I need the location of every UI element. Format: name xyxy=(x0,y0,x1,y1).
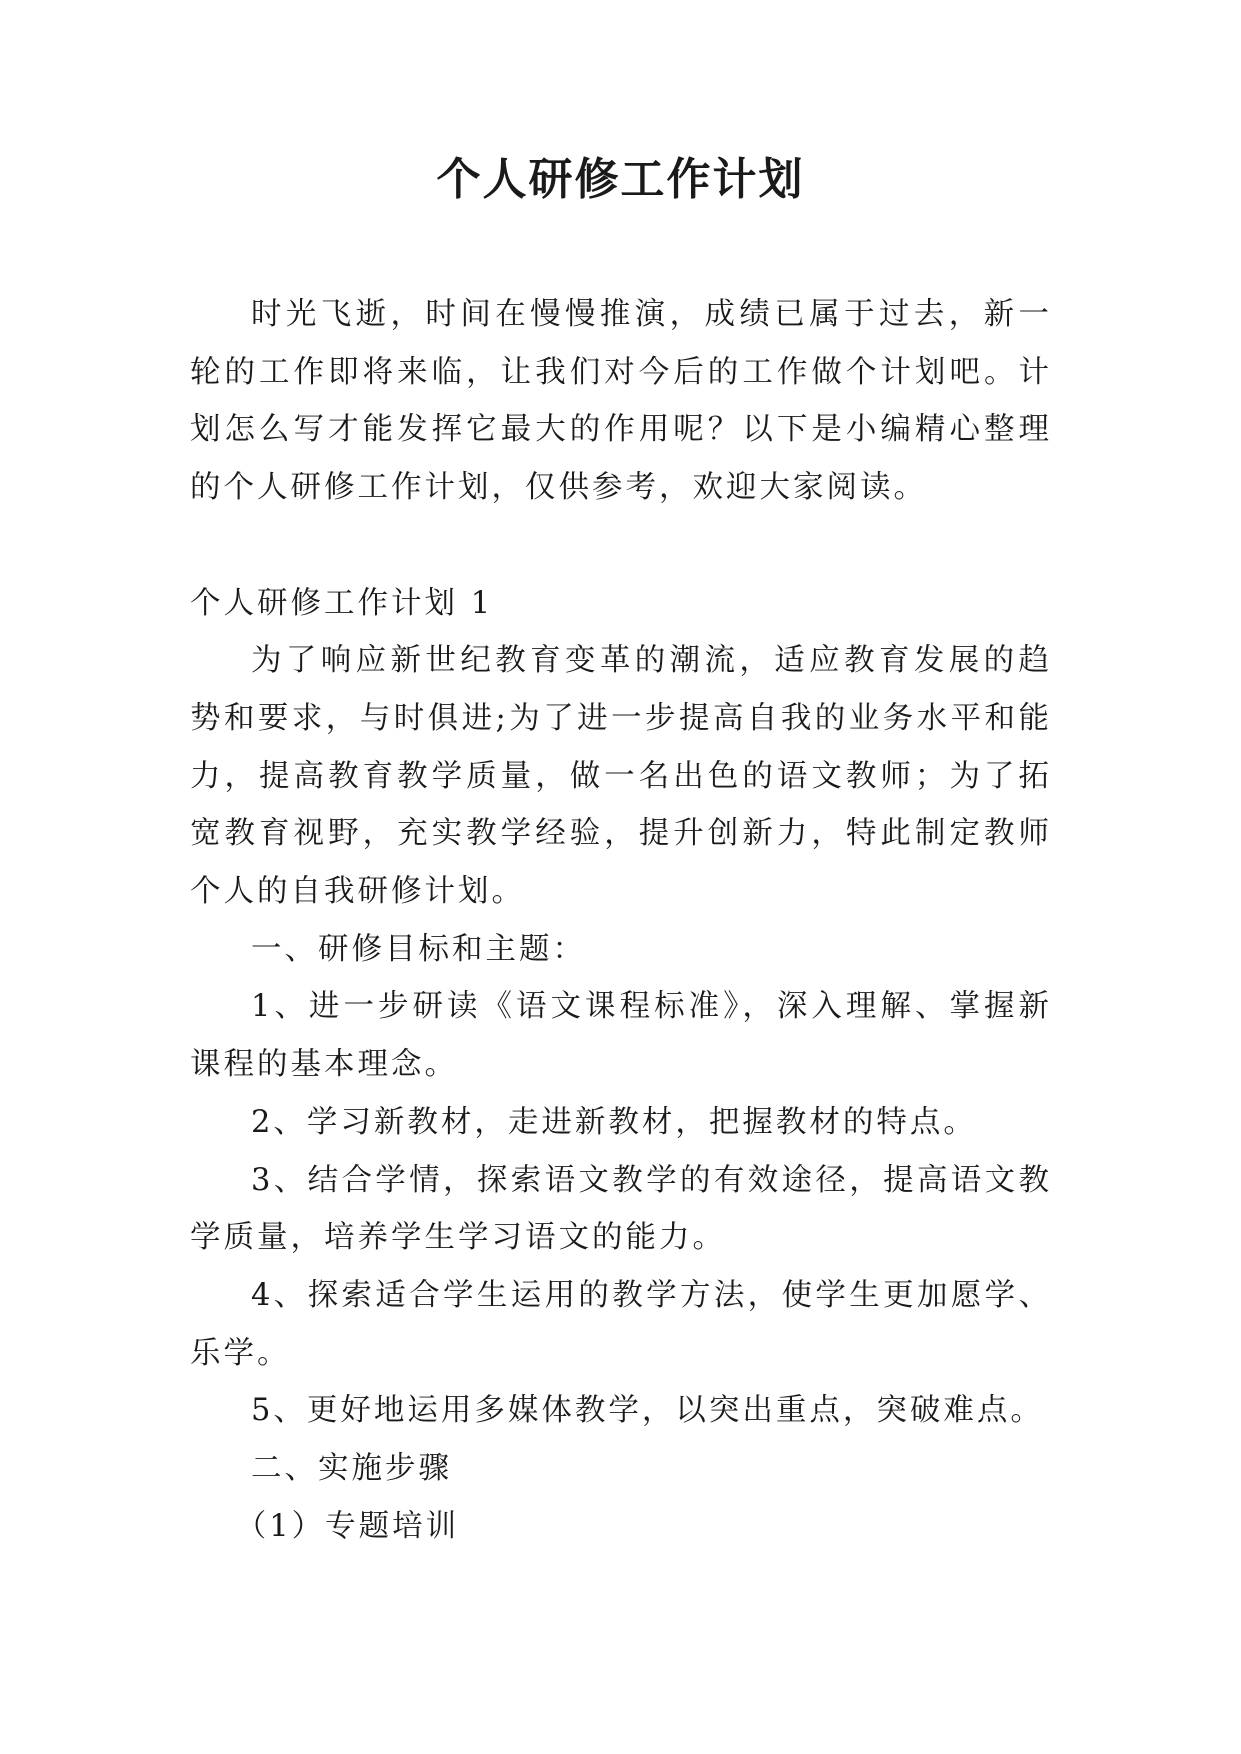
goal-item-5: 5、更好地运用多媒体教学，以突出重点，突破难点。 xyxy=(251,1393,1044,1429)
paragraph-spacer xyxy=(190,517,1052,575)
steps-heading: 二、实施步骤 xyxy=(251,1451,452,1487)
section-heading: 个人研修工作计划 1 xyxy=(190,585,494,621)
goal-item-2: 2、学习新教材，走进新教材，把握教材的特点。 xyxy=(251,1104,977,1140)
goal-item-4: 4、探索适合学生运用的教学方法，使学生更加愿学、乐学。 xyxy=(190,1277,1052,1371)
document-body xyxy=(190,286,1052,1555)
document-title: 个人研修工作计划 xyxy=(436,154,805,205)
goal-item-3: 3、结合学情，探索语文教学的有效途径，提高语文教学质量，培养学生学习语文的能力。 xyxy=(190,1162,1052,1256)
goals-heading: 一、研修目标和主题： xyxy=(251,931,586,967)
goal-item-1: 1、进一步研读《语文课程标准》，深入理解、掌握新课程的基本理念。 xyxy=(190,989,1052,1083)
step-item-1: （1）专题培训 xyxy=(235,1508,460,1544)
intro-paragraph: 时光飞逝，时间在慢慢推演，成绩已属于过去，新一轮的工作即将来临，让我们对今后的工作做个计划吧。计划怎么写才能发挥它最大的作用呢？以下是小编精心整理的个人研修工作计划，仅供参考，欢迎大家阅读。 xyxy=(190,297,1052,506)
section-paragraph: 为了响应新世纪教育变革的潮流，适应教育发展的趋势和要求，与时俱进;为了进一步提高自我的业务水平和能力，提高教育教学质量，做一名出色的语文教师；为了拓宽教育视野，充实教学经验，提升创新力，特此制定教师个人的自我研修计划。 xyxy=(190,643,1052,910)
